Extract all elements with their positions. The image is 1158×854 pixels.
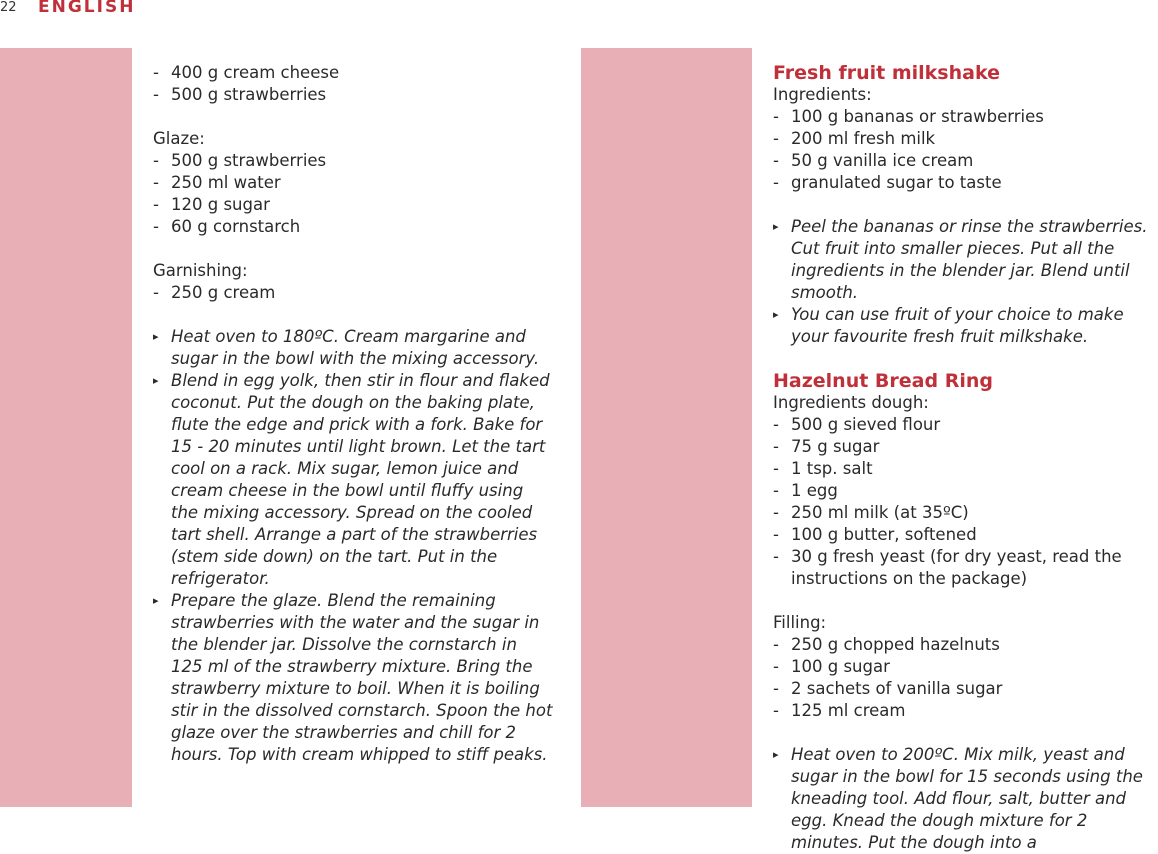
step-text: Blend in egg yolk, then stir in flour and flaked coconut. Put the dough on the baking plate, flute the edge and prick with a fork. Bake for 15 - 20 minutes until light brown. Let the tart cool on a rack. Mix sugar, lemon juice and cream cheese in the bowl until fluffy using the mixing accessory. Spread on the cooled tart shell. Arrange a part of the strawberries (stem side down) on the tart. Put in the refrigerator. xyxy=(171,371,550,588)
bullet-arrow-icon: ▸ xyxy=(153,594,159,607)
bullet-arrow-icon: ▸ xyxy=(773,748,779,761)
dash-glyph: - xyxy=(773,679,779,698)
filling-text: 2 sachets of vanilla sugar xyxy=(791,679,1003,698)
dash-glyph: - xyxy=(153,195,159,214)
bullet-arrow-icon: ▸ xyxy=(153,330,159,343)
dash-glyph: - xyxy=(153,217,159,236)
ingredients-label: Ingredients: xyxy=(773,85,872,104)
filling-text: 125 ml cream xyxy=(791,701,906,720)
filling-item xyxy=(773,678,1158,700)
glaze-text: 500 g strawberries xyxy=(171,151,327,170)
step-text: Heat oven to 200ºC. Mix milk, yeast and sugar in the bowl for 15 seconds using the kneading tool. Add flour, salt, butter and egg. Knead the dough mixture for 2 minutes. Put the dough into a xyxy=(791,745,1143,852)
dash-glyph: - xyxy=(153,63,159,82)
step-text: Prepare the glaze. Blend the remaining strawberries with the water and the sugar in the blender jar. Dissolve the cornstarch in 125 ml of the strawberry mixture. Bring the strawberry mixture to boil. When it is boiling stir in the dissolved cornstarch. Spoon the hot glaze over the strawberries and chill for 2 hours. Top with cream whipped to stiff peaks. xyxy=(171,591,553,764)
ingredient-item xyxy=(153,84,553,106)
dough-text: 100 g butter, softened xyxy=(791,525,977,544)
dash-glyph: - xyxy=(773,107,779,126)
ingredient-text: 500 g strawberries xyxy=(171,85,327,104)
dash-glyph: - xyxy=(773,635,779,654)
dash-glyph: - xyxy=(773,481,779,500)
dash-glyph: - xyxy=(773,415,779,434)
dash-glyph: - xyxy=(773,129,779,148)
filling-item xyxy=(773,634,1158,656)
dough-item xyxy=(773,480,1158,502)
instruction-step xyxy=(773,744,1158,854)
left-column xyxy=(153,62,553,766)
ingredient-item xyxy=(153,62,553,84)
dough-item xyxy=(773,502,1158,524)
glaze-text: 60 g cornstarch xyxy=(171,217,301,236)
language-label: ENGLISH xyxy=(38,0,136,17)
garnishing-item xyxy=(153,282,553,304)
filling-text: 250 g chopped hazelnuts xyxy=(791,635,1000,654)
ingredient-text: 100 g bananas or strawberries xyxy=(791,107,1044,126)
dough-text: 250 ml milk (at 35ºC) xyxy=(791,503,969,522)
dash-glyph: - xyxy=(773,547,779,566)
dough-text: 1 egg xyxy=(791,481,838,500)
ingredient-text: 50 g vanilla ice cream xyxy=(791,151,974,170)
bullet-arrow-icon: ▸ xyxy=(773,220,779,233)
glaze-label: Glaze: xyxy=(153,129,205,148)
instruction-step xyxy=(153,370,553,590)
dash-glyph: - xyxy=(153,173,159,192)
bullet-arrow-icon: ▸ xyxy=(773,308,779,321)
bullet-arrow-icon: ▸ xyxy=(153,374,159,387)
dash-glyph: - xyxy=(773,657,779,676)
glaze-item xyxy=(153,172,553,194)
garnishing-text: 250 g cream xyxy=(171,283,276,302)
ingredient-text: 400 g cream cheese xyxy=(171,63,340,82)
dash-glyph: - xyxy=(773,525,779,544)
dash-glyph: - xyxy=(153,283,159,302)
ingredient-item xyxy=(773,128,1158,150)
dough-item xyxy=(773,546,1158,590)
dash-glyph: - xyxy=(153,85,159,104)
instruction-step xyxy=(153,326,553,370)
glaze-text: 120 g sugar xyxy=(171,195,270,214)
dash-glyph: - xyxy=(773,437,779,456)
filling-label: Filling: xyxy=(773,613,827,632)
instruction-step xyxy=(153,590,553,766)
instruction-step xyxy=(773,216,1158,304)
filling-item xyxy=(773,656,1158,678)
step-text: You can use fruit of your choice to make your favourite fresh fruit milkshake. xyxy=(791,305,1124,346)
right-column xyxy=(773,62,1158,854)
dough-text: 30 g fresh yeast (for dry yeast, read the instructions on the package) xyxy=(791,547,1122,588)
recipe-title: Fresh fruit milkshake xyxy=(773,62,1000,84)
recipe-title: Hazelnut Bread Ring xyxy=(773,370,993,392)
ingredient-text: 200 ml fresh milk xyxy=(791,129,936,148)
dough-label: Ingredients dough: xyxy=(773,393,929,412)
dash-glyph: - xyxy=(773,151,779,170)
ingredient-item xyxy=(773,172,1158,194)
dough-item xyxy=(773,458,1158,480)
ingredient-text: granulated sugar to taste xyxy=(791,173,1002,192)
dough-text: 500 g sieved flour xyxy=(791,415,941,434)
glaze-text: 250 ml water xyxy=(171,173,281,192)
dash-glyph: - xyxy=(773,459,779,478)
right-color-band xyxy=(581,48,752,807)
page-number: 22 xyxy=(0,0,17,15)
dash-glyph: - xyxy=(153,151,159,170)
glaze-item xyxy=(153,150,553,172)
dash-glyph: - xyxy=(773,701,779,720)
glaze-item xyxy=(153,194,553,216)
dough-item xyxy=(773,524,1158,546)
filling-text: 100 g sugar xyxy=(791,657,890,676)
step-text: Heat oven to 180ºC. Cream margarine and sugar in the bowl with the mixing accessory. xyxy=(171,327,540,368)
dough-item xyxy=(773,414,1158,436)
garnishing-label: Garnishing: xyxy=(153,261,248,280)
glaze-item xyxy=(153,216,553,238)
filling-item xyxy=(773,700,1158,722)
dough-text: 75 g sugar xyxy=(791,437,880,456)
dash-glyph: - xyxy=(773,173,779,192)
left-color-band xyxy=(0,48,132,807)
instruction-step xyxy=(773,304,1158,348)
dough-item xyxy=(773,436,1158,458)
ingredient-item xyxy=(773,106,1158,128)
dash-glyph: - xyxy=(773,503,779,522)
ingredient-item xyxy=(773,150,1158,172)
dough-text: 1 tsp. salt xyxy=(791,459,873,478)
step-text: Peel the bananas or rinse the strawberries. Cut fruit into smaller pieces. Put all the ingredients in the blender jar. Blend until smooth. xyxy=(791,217,1148,302)
